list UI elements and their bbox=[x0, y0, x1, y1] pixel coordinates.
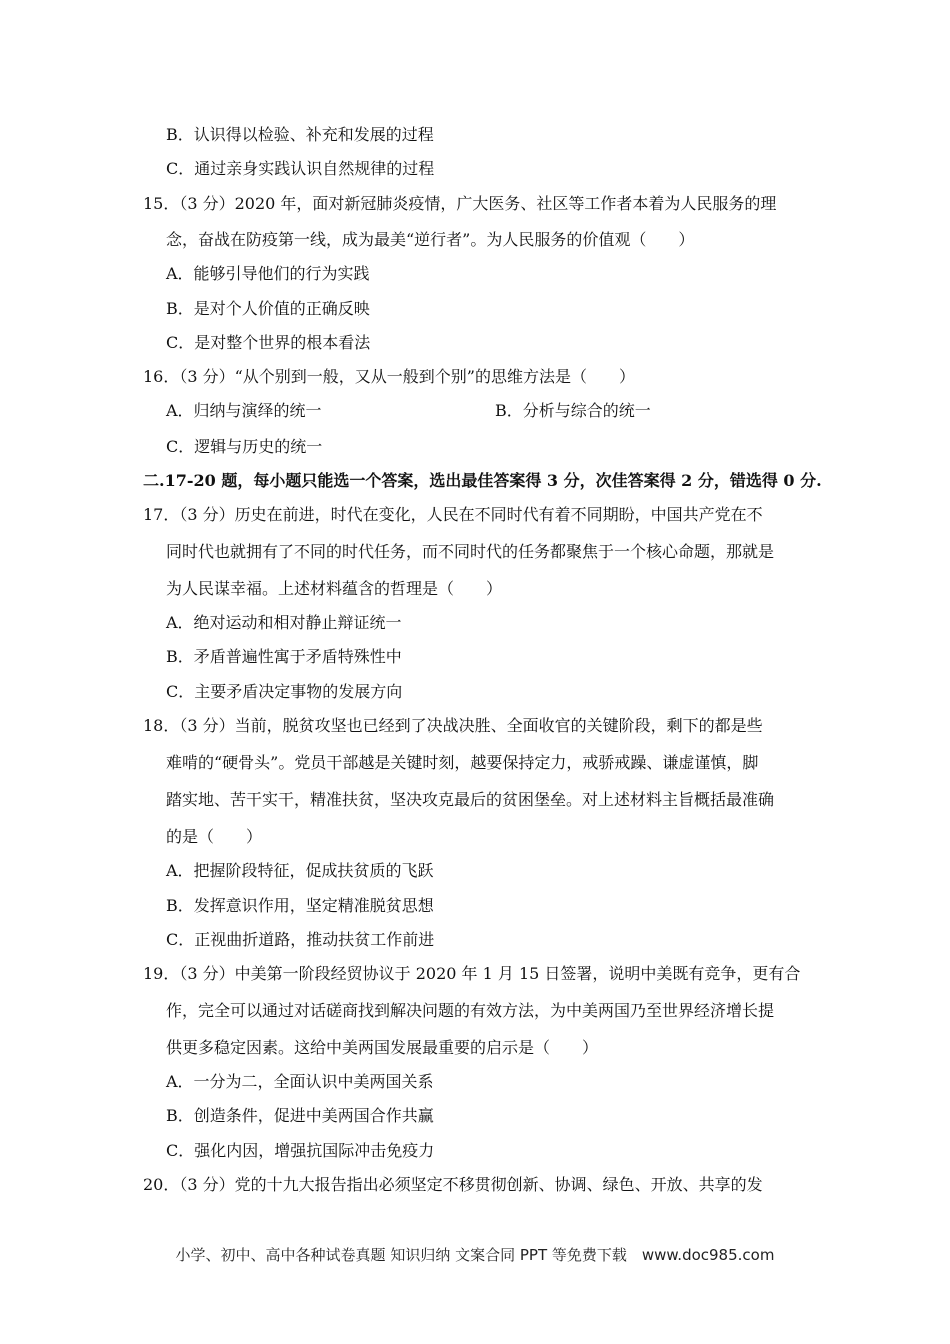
question-15-stem-cont: 念，奋战在防疫第一线，成为最美“逆行者”。为人民服务的价值观（ ） bbox=[166, 230, 695, 249]
option-17b: B．矛盾普遍性寓于矛盾特殊性中 bbox=[166, 647, 402, 666]
option-19a: A．一分为二，全面认识中美两国关系 bbox=[166, 1072, 434, 1091]
option-14c: C．通过亲身实践认识自然规律的过程 bbox=[166, 159, 435, 178]
question-18-stem-cont2: 踏实地、苦干实干，精准扶贫，坚决攻克最后的贫困堡垒。对上述材料主旨概括最准确 bbox=[166, 790, 775, 809]
question-15-stem: 15．（3 分）2020 年，面对新冠肺炎疫情，广大医务、社区等工作者本着为人民服务的理 bbox=[143, 194, 777, 213]
option-16a: A．归纳与演绎的统一 bbox=[166, 401, 322, 420]
question-16-stem: 16．（3 分）“从个别到一般，又从一般到个别”的思维方法是（ ） bbox=[143, 367, 635, 386]
option-17c: C．主要矛盾决定事物的发展方向 bbox=[166, 682, 403, 701]
question-19-stem-cont2: 供更多稳定因素。这给中美两国发展最重要的启示是（ ） bbox=[166, 1038, 599, 1057]
option-17a: A．绝对运动和相对静止辩证统一 bbox=[166, 613, 402, 632]
question-18-stem-cont: 难啃的“硬骨头”。党员干部越是关键时刻，越要保持定力，戒骄戒躁、谦虚谨慎，脚 bbox=[166, 753, 759, 772]
question-17-stem-cont2: 为人民谋幸福。上述材料蕴含的哲理是（ ） bbox=[166, 579, 503, 598]
option-15b: B．是对个人价值的正确反映 bbox=[166, 299, 370, 318]
option-19c: C．强化内因，增强抗国际冲击免疫力 bbox=[166, 1141, 435, 1160]
option-15a: A．能够引导他们的行为实践 bbox=[166, 264, 370, 283]
question-18-stem: 18．（3 分）当前，脱贫攻坚也已经到了决战决胜、全面收官的关键阶段，剩下的都是些 bbox=[143, 716, 763, 735]
option-14b: B．认识得以检验、补充和发展的过程 bbox=[166, 125, 434, 144]
question-20-stem: 20．（3 分）党的十九大报告指出必须坚定不移贯彻创新、协调、绿色、开放、共享的发 bbox=[143, 1175, 763, 1194]
question-19-stem-cont: 作，完全可以通过对话磋商找到解决问题的有效方法，为中美两国乃至世界经济增长提 bbox=[166, 1001, 775, 1020]
page-footer: 小学、初中、高中各种试卷真题 知识归纳 文案合同 PPT 等免费下载 www.doc985.com bbox=[175, 1246, 775, 1264]
section-heading: 二.17-20 题，每小题只能选一个答案，选出最佳答案得 3 分，次佳答案得 2 分，错选得 0 分. bbox=[143, 471, 822, 490]
option-16b: B．分析与综合的统一 bbox=[495, 401, 651, 420]
question-17-stem-cont: 同时代也就拥有了不同的时代任务，而不同时代的任务都聚焦于一个核心命题，那就是 bbox=[166, 542, 775, 561]
question-19-stem: 19．（3 分）中美第一阶段经贸协议于 2020 年 1 月 15 日签署，说明中美既有竞争，更有合 bbox=[143, 964, 801, 983]
question-18-stem-cont3: 的是（ ） bbox=[166, 827, 263, 846]
option-18b: B．发挥意识作用，坚定精准脱贫思想 bbox=[166, 896, 434, 915]
option-15c: C．是对整个世界的根本看法 bbox=[166, 333, 371, 352]
option-19b: B．创造条件，促进中美两国合作共赢 bbox=[166, 1106, 434, 1125]
option-18a: A．把握阶段特征，促成扶贫质的飞跃 bbox=[166, 861, 434, 880]
option-16c: C．逻辑与历史的统一 bbox=[166, 437, 323, 456]
option-18c: C．正视曲折道路，推动扶贫工作前进 bbox=[166, 930, 435, 949]
question-17-stem: 17．（3 分）历史在前进，时代在变化，人民在不同时代有着不同期盼，中国共产党在不 bbox=[143, 505, 763, 524]
